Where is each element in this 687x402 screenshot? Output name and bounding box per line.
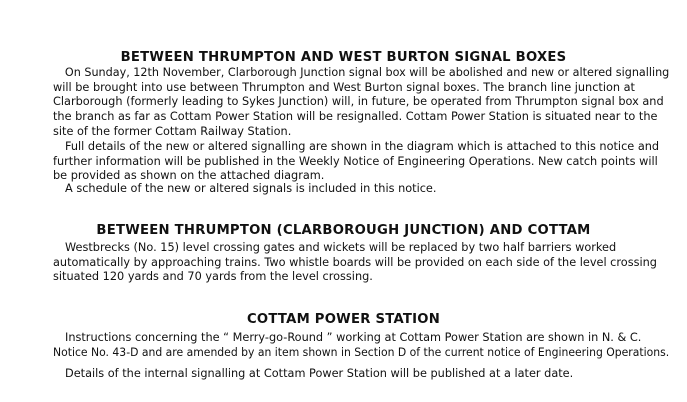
section-heading-thrumpton-cottam: BETWEEN THRUMPTON (CLARBOROUGH JUNCTION) AND COTTAM xyxy=(96,223,591,238)
section-heading-thrumpton-west-burton: BETWEEN THRUMPTON AND WEST BURTON SIGNAL BOXES xyxy=(120,50,567,65)
text-line: further information will be published in the Weekly Notice of Engineering Operations. New catch points will xyxy=(53,154,658,168)
text-line: will be brought into use between Thrumpton and West Burton signal boxes. The branch line junction at xyxy=(53,80,635,94)
text-line: the branch as far as Cottam Power Station will be resignalled. Cottam Power Station is situated near to the xyxy=(53,110,658,124)
text-line: On Sunday, 12th November, Clarborough Junction signal box will be abolished and new or altered signalling xyxy=(64,66,670,79)
section-heading-cottam-power-station: COTTAM POWER STATION xyxy=(246,312,441,327)
text-line: Westbrecks (No. 15) level crossing gates and wickets will be replaced by two half barriers worked xyxy=(65,241,617,254)
text-line: situated 120 yards and 70 yards from the level crossing. xyxy=(53,270,373,284)
text-line: Full details of the new or altered signalling are shown in the diagram which is attached to this notice and xyxy=(65,140,660,153)
text-line: be provided as shown on the attached diagram. xyxy=(53,169,325,183)
text-line: Instructions concerning the “ Merry-go-Round ” working at Cottam Power Station are shown in N. & C. xyxy=(65,331,642,344)
paragraph-abolition-clarborough xyxy=(53,66,669,140)
paragraph-internal-signalling xyxy=(53,367,669,382)
paragraph-westbrecks-crossing xyxy=(53,241,669,285)
text-line: Details of the internal signalling at Cottam Power Station will be published at a later date. xyxy=(65,367,574,380)
text-line: site of the former Cottam Railway Station. xyxy=(53,124,292,138)
paragraph-schedule xyxy=(53,182,669,197)
text-line: A schedule of the new or altered signals is included in this notice. xyxy=(65,182,437,195)
text-line: automatically by approaching trains. Two whistle boards will be provided on each side of the level crossing xyxy=(53,255,657,269)
text-line: Clarborough (formerly leading to Sykes Junction) will, in future, be operated from Thrumpton signal box and xyxy=(53,95,664,109)
paragraph-merry-go-round xyxy=(53,331,669,360)
text-line: Notice No. 43-D and are amended by an item shown in Section D of the current notice of Engineering Operations. xyxy=(53,345,670,359)
paragraph-full-details xyxy=(53,140,669,184)
